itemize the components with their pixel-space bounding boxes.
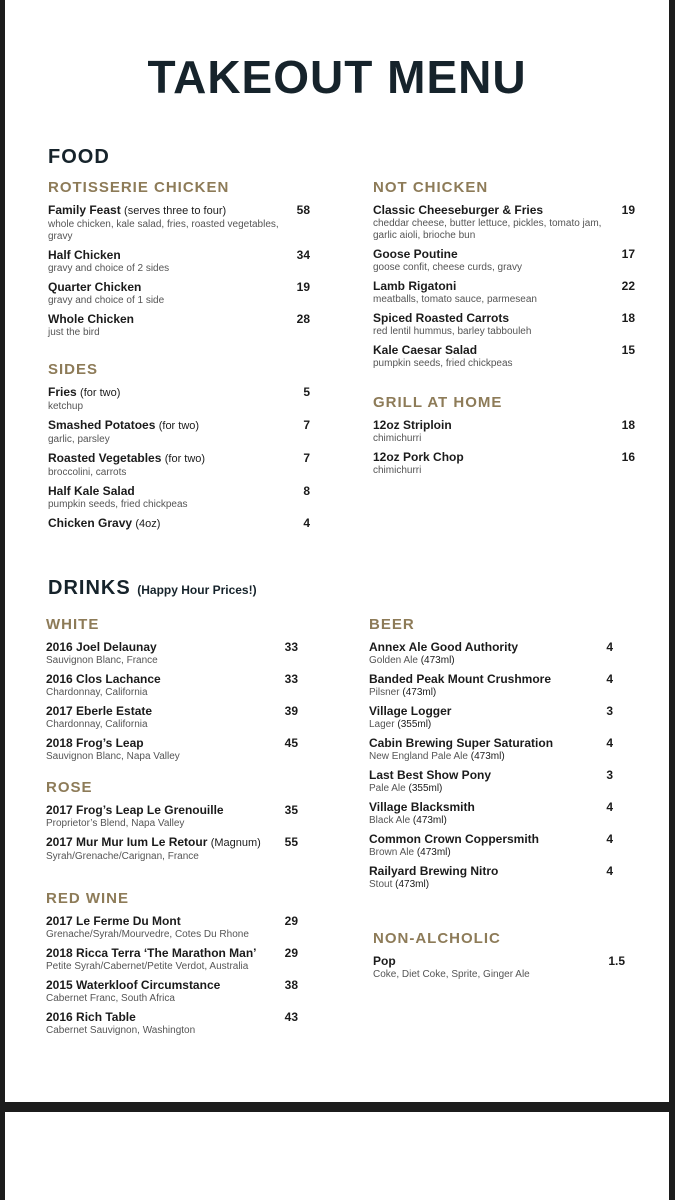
section-title: RED WINE [46, 890, 129, 907]
item-name-text: Last Best Show Pony [369, 768, 492, 782]
item-name [48, 203, 310, 219]
item-price: 4 [606, 640, 613, 654]
item-price: 28 [296, 312, 310, 326]
item-price: 4 [303, 516, 310, 530]
item-price: 43 [284, 1010, 298, 1024]
item-name-text: Annex Ale Good Authority [369, 640, 519, 654]
item-name-text: 2018 Frog’s Leap [46, 736, 144, 750]
item-name-text: Goose Poutine [373, 247, 458, 261]
item-description [46, 929, 298, 941]
item-name [48, 516, 310, 532]
item-description-text: Cabernet Sauvignon, Washington [46, 1025, 196, 1036]
item-name-text: Lamb Rigatoni [373, 279, 457, 293]
item-price: 29 [284, 946, 298, 960]
item-description [46, 751, 298, 763]
item-price: 7 [303, 418, 310, 432]
item-description-text: pumpkin seeds, fried chickpeas [373, 358, 513, 369]
menu-item [46, 1010, 298, 1037]
next-page [5, 1112, 669, 1200]
item-name-text: Half Kale Salad [48, 484, 135, 498]
item-price: 4 [606, 800, 613, 814]
item-name [369, 800, 613, 815]
item-description-text: chimichurri [373, 465, 422, 476]
item-name-text: Village Blacksmith [369, 800, 475, 814]
item-description-text: red lentil hummus, barley tabbouleh [373, 326, 532, 337]
item-name [369, 864, 613, 879]
item-description [48, 219, 310, 243]
item-description-text: Syrah/Grenache/Carignan, France [46, 851, 199, 862]
item-name-text: Village Logger [369, 704, 452, 718]
menu-item [48, 451, 310, 479]
menu-item [373, 450, 635, 477]
item-description [369, 879, 613, 891]
item-name [373, 954, 625, 969]
item-description-text: goose confit, cheese curds, gravy [373, 262, 522, 273]
item-price: 45 [284, 736, 298, 750]
menu-item [48, 312, 310, 339]
item-description-text: broccolini, carrots [48, 467, 127, 478]
item-name-text: 2016 Rich Table [46, 1010, 136, 1024]
section-title: SIDES [48, 361, 99, 378]
menu-item [373, 954, 625, 981]
menu-item [46, 946, 298, 973]
item-description [46, 851, 298, 863]
section-title: ROTISSERIE CHICKEN [48, 179, 230, 196]
item-price: 17 [621, 247, 635, 261]
menu-item [46, 803, 298, 830]
section-title: NON-ALCHOLIC [373, 930, 501, 947]
menu-item [48, 280, 310, 307]
item-name [48, 418, 310, 434]
item-size: (473ml) [412, 815, 447, 826]
item-price: 4 [606, 672, 613, 686]
item-price: 15 [621, 343, 635, 357]
item-name-text: Quarter Chicken [48, 280, 142, 294]
section-rotisserie [48, 179, 310, 344]
menu-item [369, 832, 613, 859]
item-price: 58 [296, 203, 310, 217]
item-name-text: Roasted Vegetables [48, 451, 162, 465]
section-grill-at-home [373, 394, 635, 482]
item-description-text: meatballs, tomato sauce, parmesean [373, 294, 537, 305]
menu-item [48, 484, 310, 511]
item-description-text: Coke, Diet Coke, Sprite, Ginger Ale [373, 969, 530, 980]
item-description-text: Stout [369, 879, 393, 890]
item-price: 35 [284, 803, 298, 817]
item-description [369, 751, 613, 763]
item-name-text: Banded Peak Mount Crushmore [369, 672, 552, 686]
item-name-text: Half Chicken [48, 248, 121, 262]
item-name [369, 768, 613, 783]
item-size: (473ml) [402, 687, 437, 698]
item-price: 7 [303, 451, 310, 465]
item-price: 39 [284, 704, 298, 718]
section-not-chicken [373, 179, 635, 375]
item-size: (355ml) [397, 719, 432, 730]
section-beer [369, 616, 613, 896]
menu-item [373, 247, 635, 274]
item-price: 3 [606, 704, 613, 718]
item-name [46, 978, 298, 993]
item-description [46, 993, 298, 1005]
item-name [46, 736, 298, 751]
item-description [48, 401, 310, 413]
item-price: 22 [621, 279, 635, 293]
item-name-text: Pop [373, 954, 396, 968]
item-name-text: 2017 Mur Mur Ium Le Retour [46, 835, 208, 849]
item-name [46, 946, 298, 961]
item-description [48, 434, 310, 446]
item-name [373, 203, 635, 218]
item-description [46, 1025, 298, 1037]
item-description-text: Chardonnay, California [46, 687, 148, 698]
menu-item [48, 516, 310, 532]
item-description-text: Grenache/Syrah/Mourvedre, Cotes Du Rhone [46, 929, 249, 940]
menu-page [5, 0, 669, 1102]
item-name-text: Classic Cheeseburger & Fries [373, 203, 544, 217]
section-title: ROSE [46, 779, 93, 796]
item-price: 33 [284, 640, 298, 654]
item-price: 1.5 [608, 954, 625, 968]
item-description [373, 358, 635, 370]
menu-item [48, 418, 310, 446]
item-description [373, 326, 635, 338]
item-price: 34 [296, 248, 310, 262]
menu-item [369, 640, 613, 667]
item-name-text: 2015 Waterkloof Circumstance [46, 978, 221, 992]
menu-title: TAKEOUT MENU [147, 51, 527, 103]
item-description-text: Sauvignon Blanc, France [46, 655, 158, 666]
item-description [369, 687, 613, 699]
item-description [46, 687, 298, 699]
menu-item [369, 736, 613, 763]
item-name-text: 2016 Clos Lachance [46, 672, 161, 686]
item-description [48, 263, 310, 275]
item-name [369, 672, 613, 687]
menu-item [46, 978, 298, 1005]
item-price: 8 [303, 484, 310, 498]
item-name [48, 385, 310, 401]
menu-item [369, 704, 613, 731]
item-note: (for two) [158, 420, 200, 432]
item-description [48, 499, 310, 511]
item-name [48, 484, 310, 499]
item-price: 18 [621, 418, 635, 432]
item-name [46, 835, 298, 851]
item-description [369, 847, 613, 859]
item-name-text: 2017 Eberle Estate [46, 704, 153, 718]
section-title: GRILL AT HOME [373, 394, 503, 411]
item-description-text: chimichurri [373, 433, 422, 444]
item-description [373, 294, 635, 306]
section-rose [46, 779, 298, 868]
item-name [373, 450, 635, 465]
item-description [373, 465, 635, 477]
item-size: (473ml) [420, 655, 455, 666]
section-title: BEER [369, 616, 415, 633]
item-description-text: Pilsner [369, 687, 400, 698]
item-price: 19 [621, 203, 635, 217]
item-price: 5 [303, 385, 310, 399]
item-name-text: Common Crown Coppersmith [369, 832, 539, 846]
menu-item [373, 203, 635, 242]
item-name [46, 704, 298, 719]
item-description [373, 969, 625, 981]
item-description-text: Lager [369, 719, 395, 730]
item-name-text: Spiced Roasted Carrots [373, 311, 510, 325]
menu-item [46, 704, 298, 731]
item-name [46, 672, 298, 687]
item-description [369, 783, 613, 795]
item-description [48, 467, 310, 479]
item-name [369, 640, 613, 655]
item-name-text: 12oz Striploin [373, 418, 452, 432]
item-size: (473ml) [470, 751, 505, 762]
item-description [369, 655, 613, 667]
item-note: (serves three to four) [124, 205, 227, 217]
menu-item [369, 864, 613, 891]
menu-item [369, 800, 613, 827]
item-name [373, 343, 635, 358]
item-name-text: 12oz Pork Chop [373, 450, 464, 464]
item-description [373, 218, 635, 242]
section-title: WHITE [46, 616, 100, 633]
item-name [373, 279, 635, 294]
item-price: 4 [606, 864, 613, 878]
item-name [369, 832, 613, 847]
item-description-text: Sauvignon Blanc, Napa Valley [46, 751, 180, 762]
item-price: 4 [606, 736, 613, 750]
item-note: (for two) [164, 453, 206, 465]
item-size: (473ml) [395, 879, 430, 890]
item-note: (4oz) [135, 518, 161, 530]
item-name-text: 2016 Joel Delaunay [46, 640, 157, 654]
menu-item [369, 672, 613, 699]
item-description-text: Cabernet Franc, South Africa [46, 993, 175, 1004]
item-description-text: gravy and choice of 1 side [48, 295, 165, 306]
item-description-text: Chardonnay, California [46, 719, 148, 730]
menu-item [46, 736, 298, 763]
item-price: 16 [621, 450, 635, 464]
item-name-text: 2018 Ricca Terra ‘The Marathon Man’ [46, 946, 257, 960]
item-price: 29 [284, 914, 298, 928]
item-name-text: Whole Chicken [48, 312, 135, 326]
section-red-wine [46, 890, 298, 1042]
item-description [48, 327, 310, 339]
item-price: 18 [621, 311, 635, 325]
item-description [369, 719, 613, 731]
item-price: 33 [284, 672, 298, 686]
item-description-text: ketchup [48, 401, 84, 412]
menu-item [46, 672, 298, 699]
item-name-text: Kale Caesar Salad [373, 343, 478, 357]
section-title: NOT CHICKEN [373, 179, 489, 196]
item-price: 3 [606, 768, 613, 782]
item-name-text: Railyard Brewing Nitro [369, 864, 499, 878]
menu-item [46, 914, 298, 941]
item-description-text: garlic, parsley [48, 434, 110, 445]
item-name [373, 311, 635, 326]
item-description [369, 815, 613, 827]
drinks-subheading: (Happy Hour Prices!) [137, 583, 257, 597]
item-price: 55 [284, 835, 298, 849]
item-name-text: 2017 Frog’s Leap Le Grenouille [46, 803, 224, 817]
item-name-text: Chicken Gravy [48, 516, 133, 530]
item-price: 38 [284, 978, 298, 992]
item-description-text: New England Pale Ale [369, 751, 468, 762]
item-description [46, 961, 298, 973]
item-name [48, 451, 310, 467]
item-name [369, 704, 613, 719]
item-name [46, 1010, 298, 1025]
item-name [46, 914, 298, 929]
menu-item [46, 640, 298, 667]
item-name [48, 312, 310, 327]
item-name [48, 248, 310, 263]
item-description-text: Brown Ale [369, 847, 415, 858]
item-description-text: just the bird [48, 327, 100, 338]
drinks-heading: DRINKS (Happy Hour Prices!) [48, 577, 257, 599]
item-name-text: Smashed Potatoes [48, 418, 156, 432]
item-name [369, 736, 613, 751]
section-sides [48, 361, 310, 537]
item-name-text: Fries [48, 385, 77, 399]
item-description-text: Pale Ale [369, 783, 406, 794]
food-heading: FOOD [48, 146, 110, 168]
section-white [46, 616, 298, 768]
item-name-text: Family Feast [48, 203, 121, 217]
item-description-text: cheddar cheese, butter lettuce, pickles, tomato jam, garlic aioli, brioche bun [373, 218, 602, 241]
item-price: 19 [296, 280, 310, 294]
item-description-text: Proprietor’s Blend, Napa Valley [46, 818, 185, 829]
menu-item [373, 343, 635, 370]
menu-item [373, 418, 635, 445]
menu-item [46, 835, 298, 863]
item-note: (Magnum) [210, 837, 261, 849]
item-description-text: Petite Syrah/Cabernet/Petite Verdot, Australia [46, 961, 249, 972]
item-description [46, 719, 298, 731]
item-description [373, 262, 635, 274]
item-name [46, 640, 298, 655]
item-description-text: Golden Ale [369, 655, 418, 666]
menu-item [48, 203, 310, 243]
item-description [46, 818, 298, 830]
section-non-alcoholic [373, 930, 625, 986]
item-description-text: Black Ale [369, 815, 411, 826]
item-size: (355ml) [408, 783, 443, 794]
item-name [373, 247, 635, 262]
item-name-text: Cabin Brewing Super Saturation [369, 736, 554, 750]
item-note: (for two) [80, 387, 121, 399]
menu-item [48, 248, 310, 275]
item-description [48, 295, 310, 307]
item-description-text: gravy and choice of 2 sides [48, 263, 170, 274]
menu-item [369, 768, 613, 795]
item-description-text: pumpkin seeds, fried chickpeas [48, 499, 188, 510]
menu-item [373, 311, 635, 338]
item-name [46, 803, 298, 818]
menu-item [48, 385, 310, 413]
menu-item [373, 279, 635, 306]
item-description-text: whole chicken, kale salad, fries, roasted vegetables, gravy [48, 219, 279, 242]
item-description [46, 655, 298, 667]
item-size: (473ml) [416, 847, 451, 858]
item-name-text: 2017 Le Ferme Du Mont [46, 914, 181, 928]
item-name [373, 418, 635, 433]
item-price: 4 [606, 832, 613, 846]
item-description [373, 433, 635, 445]
item-name [48, 280, 310, 295]
